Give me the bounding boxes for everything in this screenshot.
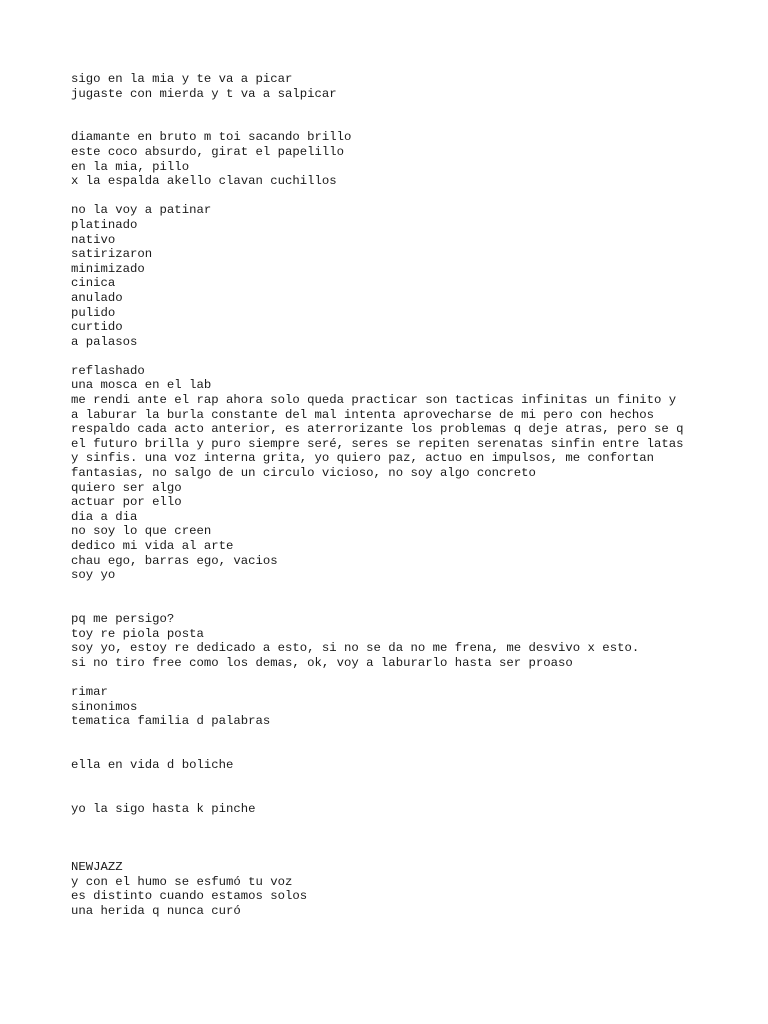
blank-line	[71, 189, 711, 204]
text-line: sigo en la mia y te va a picar	[71, 72, 293, 86]
text-line: es distinto cuando estamos solos	[71, 889, 308, 904]
text-line: x la espalda akello clavan cuchillos	[71, 174, 337, 189]
text-line: no la voy a patinar	[71, 203, 212, 218]
text-line: el futuro brilla y puro siempre seré, seres se repiten serenatas sinfin entre latas	[71, 436, 684, 451]
text-line: jugaste con mierda y t va a salpicar	[71, 86, 337, 101]
text-line: a palasos	[71, 334, 138, 349]
text-line: este coco absurdo, girat el papelillo	[71, 144, 345, 159]
text-line: dia a dia	[71, 509, 138, 524]
text-line: y sinfis. una voz interna grita, yo quiero paz, actuo en impulsos, me confortan	[71, 451, 654, 466]
text-line: actuar por ello	[71, 495, 182, 510]
text-line: platinado	[71, 217, 138, 232]
text-line: una herida q nunca curó	[71, 903, 241, 918]
text-line: rimar	[71, 684, 108, 699]
text-line: dedico mi vida al arte	[71, 539, 234, 553]
text-line: nativo	[71, 232, 116, 247]
blank-line	[71, 101, 711, 116]
text-line: NEWJAZZ	[71, 860, 123, 875]
blank-line	[71, 729, 711, 744]
blank-line	[71, 831, 711, 846]
blank-line	[71, 787, 711, 802]
text-line: soy yo, estoy re dedicado a esto, si no se da no me frena, me desvivo x esto.	[71, 641, 640, 656]
text-line: ella en vida d boliche	[71, 757, 234, 772]
blank-line	[71, 583, 711, 598]
blank-line	[71, 670, 711, 685]
text-line: pulido	[71, 305, 116, 320]
text-line: cinica	[71, 276, 116, 291]
document-body	[71, 72, 711, 918]
text-line: diamante en bruto m toi sacando brillo	[71, 130, 352, 145]
text-line: una mosca en el lab	[71, 378, 212, 393]
text-line: pq me persigo?	[71, 611, 175, 626]
blank-line	[71, 816, 711, 831]
text-line: respaldo cada acto anterior, es aterrorizante los problemas q deje atras, pero se q	[71, 422, 684, 437]
text-line: yo la sigo hasta k pinche	[71, 801, 256, 816]
text-line: a laburar la burla constante del mal intenta aprovecharse de mi pero con hechos	[71, 407, 654, 422]
text-line: minimizado	[71, 261, 145, 276]
text-line: no soy lo que creen	[71, 524, 212, 539]
text-line: sinonimos	[71, 699, 138, 714]
text-line: si no tiro free como los demas, ok, voy a laburarlo hasta ser proaso	[71, 655, 573, 670]
blank-line	[71, 116, 711, 131]
text-line: curtido	[71, 320, 123, 335]
blank-line	[71, 845, 711, 860]
text-line: tematica familia d palabras	[71, 714, 271, 729]
text-line: me rendi ante el rap ahora solo queda practicar son tacticas infinitas un finito y	[71, 393, 677, 408]
blank-line	[71, 743, 711, 758]
blank-line	[71, 349, 711, 364]
text-line: fantasias, no salgo de un circulo vicioso, no soy algo concreto	[71, 466, 536, 481]
blank-line	[71, 597, 711, 612]
text-line: en la mia, pillo	[71, 159, 190, 174]
text-line: reflashado	[71, 363, 145, 378]
text-line: quiero ser algo	[71, 480, 182, 495]
text-line: chau ego, barras ego, vacios	[71, 553, 278, 568]
text-line: anulado	[71, 290, 123, 305]
blank-line	[71, 773, 711, 788]
text-line: toy re piola posta	[71, 626, 204, 641]
text-line: soy yo	[71, 568, 116, 583]
text-line: satirizaron	[71, 247, 153, 262]
text-line: y con el humo se esfumó tu voz	[71, 874, 293, 889]
